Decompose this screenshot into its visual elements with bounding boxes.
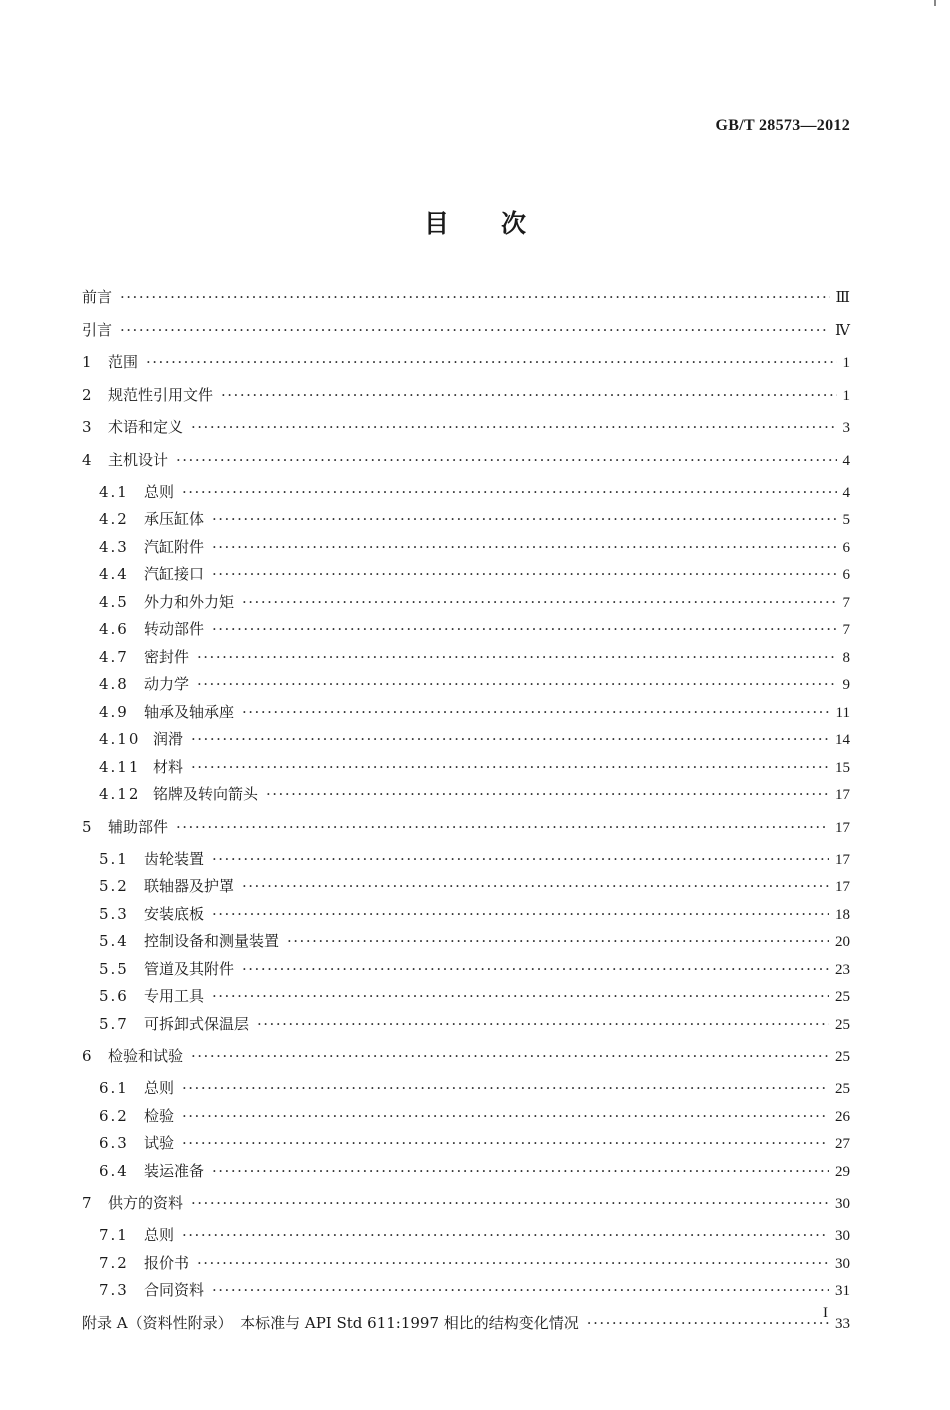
toc-entry-label: 附录 A（资料性附录） 本标准与 API Std 611:1997 相比的结构变化情况 <box>82 1313 579 1332</box>
toc-entry-number: 4.9 <box>99 702 129 721</box>
toc-entry[interactable] <box>82 817 850 838</box>
toc-leader-dots <box>212 1161 829 1181</box>
toc-leader-dots <box>587 1313 829 1333</box>
toc-entry-label: 齿轮装置 <box>144 849 205 868</box>
toc-leader-dots <box>266 784 829 804</box>
toc-entry-label: 主机设计 <box>108 450 169 469</box>
toc-entry-page: 31 <box>835 1283 850 1299</box>
toc-entry[interactable] <box>82 647 850 668</box>
toc-entry[interactable] <box>82 1280 850 1301</box>
toc-leader-dots <box>182 1078 829 1098</box>
toc-entry-page: 7 <box>842 622 850 638</box>
toc-entry-number: 6.4 <box>99 1161 129 1180</box>
toc-entry-label: 控制设备和测量装置 <box>144 932 280 950</box>
toc-leader-dots <box>242 876 829 896</box>
toc-entry-label: 检验 <box>144 1106 175 1125</box>
toc-entry-page: 27 <box>835 1136 850 1152</box>
toc-entry-number: 6.2 <box>99 1106 129 1125</box>
toc-entry-page: 25 <box>835 1049 850 1065</box>
toc-title-char-1: 目 <box>423 209 449 238</box>
toc-entry[interactable] <box>82 729 850 750</box>
toc-entry-page: 25 <box>835 1081 850 1097</box>
toc-entry-page: 17 <box>835 851 850 868</box>
toc-entry-label: 总则 <box>144 482 175 501</box>
toc-entry[interactable] <box>82 352 850 373</box>
toc-leader-dots <box>212 537 836 557</box>
toc-entry-number: 7.3 <box>99 1281 129 1299</box>
toc-entry[interactable] <box>82 849 850 870</box>
toc-leader-dots <box>257 1014 829 1034</box>
toc-entry-number: 4.8 <box>99 675 129 693</box>
toc-entry-label: 术语和定义 <box>108 418 184 436</box>
toc-entry-page: 29 <box>835 1163 850 1180</box>
toc-entry[interactable] <box>82 959 850 980</box>
toc-entry-number: 4.4 <box>99 565 129 583</box>
page-number: I <box>823 1305 828 1321</box>
toc-entry-number: 6.1 <box>99 1079 129 1097</box>
toc-entry-page: 11 <box>835 704 850 721</box>
toc-entry-number: 5.4 <box>99 932 129 950</box>
toc-leader-dots <box>197 647 836 667</box>
toc-entry-page: Ⅲ <box>835 290 850 306</box>
toc-entry-page: 5 <box>842 512 850 528</box>
toc-leader-dots <box>191 729 829 749</box>
toc-leader-dots <box>212 564 836 584</box>
toc-entry-page: 6 <box>842 567 850 583</box>
toc-entry[interactable] <box>82 674 850 695</box>
toc-entry-number: 4.5 <box>99 592 129 611</box>
toc-entry-number: 7.1 <box>99 1226 129 1244</box>
toc-entry-label: 密封件 <box>144 647 190 666</box>
toc-entry-label: 总则 <box>144 1079 175 1097</box>
toc-leader-dots <box>221 385 836 405</box>
toc-leader-dots <box>242 592 836 612</box>
toc-entry-number: 5 <box>82 817 92 836</box>
toc-leader-dots <box>182 1106 829 1126</box>
toc-entry-label: 汽缸附件 <box>144 537 205 556</box>
toc-leader-dots <box>191 417 836 437</box>
toc-entry-number: 4.7 <box>99 647 129 666</box>
toc-entry-label: 试验 <box>144 1134 175 1152</box>
toc-entry[interactable] <box>82 986 850 1007</box>
toc-leader-dots <box>212 1280 829 1300</box>
toc-entry-page: 8 <box>842 649 850 666</box>
toc-entry[interactable] <box>82 287 850 308</box>
toc-leader-dots <box>212 986 829 1006</box>
toc-entry-number: 5.1 <box>99 849 129 868</box>
toc-leader-dots <box>120 320 829 340</box>
toc-entry-page: 17 <box>835 787 850 803</box>
toc-entry[interactable] <box>82 1313 850 1334</box>
toc-entry[interactable] <box>82 876 850 897</box>
toc-entry-page: 26 <box>835 1108 850 1125</box>
toc-entry-label: 外力和外力矩 <box>144 592 235 611</box>
toc-entry-page: 17 <box>835 819 850 836</box>
toc-entry[interactable] <box>82 1078 850 1099</box>
toc-entry-page: 1 <box>842 355 850 371</box>
toc-entry[interactable] <box>82 904 850 925</box>
toc-entry-label: 前言 <box>82 288 113 306</box>
toc-entry[interactable] <box>82 1193 850 1214</box>
toc-entry-label: 联轴器及护罩 <box>144 877 235 895</box>
toc-entry-label: 管道及其附件 <box>144 959 235 978</box>
toc-entry-page: 3 <box>842 420 850 436</box>
toc-entry-page: 30 <box>835 1228 850 1244</box>
toc-entry-label: 材料 <box>153 757 184 776</box>
toc-entry-page: 20 <box>835 934 850 950</box>
toc-entry-label: 承压缸体 <box>144 510 205 528</box>
toc-entry[interactable] <box>82 592 850 613</box>
toc-leader-dots <box>120 287 830 307</box>
toc-entry-page: 15 <box>835 759 850 776</box>
toc-entry-number: 7 <box>82 1194 92 1212</box>
toc-entry-page: 30 <box>835 1196 850 1212</box>
toc-entry[interactable] <box>82 385 850 406</box>
toc-leader-dots <box>242 959 829 979</box>
toc-entry[interactable] <box>82 320 850 341</box>
toc-leader-dots <box>197 1253 829 1273</box>
toc-entry-label: 装运准备 <box>144 1161 205 1180</box>
toc-entry[interactable] <box>82 1046 850 1067</box>
toc-leader-dots <box>191 1193 829 1213</box>
toc-entry-page: 25 <box>835 989 850 1005</box>
toc-leader-dots <box>197 674 836 694</box>
toc-leader-dots <box>191 1046 829 1066</box>
toc-entry-label: 合同资料 <box>144 1281 205 1299</box>
toc-entry-label: 辅助部件 <box>108 817 169 836</box>
toc-entry-label: 铭牌及转向箭头 <box>153 785 259 803</box>
toc-entry[interactable] <box>82 702 850 723</box>
toc-entry-number: 4.12 <box>99 785 141 803</box>
toc-entry-number: 5.5 <box>99 959 129 978</box>
toc-leader-dots <box>182 1133 829 1153</box>
toc-entry-label: 轴承及轴承座 <box>144 702 235 721</box>
toc-entry-number: 5.3 <box>99 904 129 923</box>
toc-entry[interactable] <box>82 931 850 952</box>
toc-entry-number: 2 <box>82 385 92 404</box>
toc-entry-page: 25 <box>835 1016 850 1033</box>
toc-entry-number: 5.6 <box>99 987 129 1005</box>
toc-entry-label: 规范性引用文件 <box>108 385 214 404</box>
toc-entry-label: 汽缸接口 <box>144 565 205 583</box>
toc-entry-number: 1 <box>82 353 92 371</box>
toc-list <box>82 287 850 1334</box>
toc-entry-label: 供方的资料 <box>108 1194 184 1212</box>
toc-entry-number: 4.11 <box>99 757 141 776</box>
toc-entry-number: 5.2 <box>99 877 129 895</box>
toc-entry-label: 引言 <box>82 320 113 339</box>
toc-leader-dots <box>176 450 836 470</box>
scan-edge-mark <box>934 0 936 6</box>
toc-entry-number: 4.1 <box>99 482 129 501</box>
toc-entry-label: 报价书 <box>144 1253 190 1272</box>
toc-title <box>0 204 950 240</box>
toc-entry[interactable] <box>82 1161 850 1182</box>
toc-entry-number: 7.2 <box>99 1253 129 1272</box>
toc-entry[interactable] <box>82 537 850 558</box>
toc-entry-page: 1 <box>842 387 850 404</box>
toc-entry-number: 6 <box>82 1047 92 1065</box>
toc-entry[interactable] <box>82 784 850 805</box>
toc-entry-page: 7 <box>842 594 850 611</box>
toc-entry-page: 6 <box>842 539 850 556</box>
toc-entry-page: 30 <box>835 1255 850 1272</box>
toc-entry-label: 润滑 <box>153 730 184 748</box>
toc-entry-label: 安装底板 <box>144 904 205 923</box>
toc-entry[interactable] <box>82 1133 850 1154</box>
toc-entry-page: 9 <box>842 677 850 693</box>
toc-entry-number: 4.6 <box>99 620 129 638</box>
toc-entry-page: 18 <box>835 906 850 923</box>
toc-entry-label: 检验和试验 <box>108 1047 184 1065</box>
toc-entry-label: 转动部件 <box>144 620 205 638</box>
toc-entry-page: 33 <box>835 1315 850 1332</box>
toc-entry[interactable] <box>82 1253 850 1274</box>
toc-entry-number: 3 <box>82 418 92 436</box>
toc-leader-dots <box>176 817 829 837</box>
toc-entry-label: 可拆卸式保温层 <box>144 1014 250 1033</box>
toc-entry[interactable] <box>82 417 850 438</box>
toc-entry[interactable] <box>82 757 850 778</box>
toc-entry-number: 5.7 <box>99 1014 129 1033</box>
toc-entry-page: 4 <box>842 452 850 469</box>
toc-leader-dots <box>212 619 836 639</box>
toc-entry-number: 6.3 <box>99 1134 129 1152</box>
toc-entry-label: 范围 <box>108 353 139 371</box>
toc-leader-dots <box>212 904 829 924</box>
toc-leader-dots <box>146 352 836 372</box>
toc-leader-dots <box>287 931 829 951</box>
toc-entry[interactable] <box>82 1225 850 1246</box>
toc-entry-label: 动力学 <box>144 675 190 693</box>
toc-entry-page: 14 <box>835 732 850 748</box>
toc-leader-dots <box>182 1225 829 1245</box>
toc-entry[interactable] <box>82 1106 850 1127</box>
toc-entry[interactable] <box>82 619 850 640</box>
toc-entry-page: Ⅳ <box>835 322 850 339</box>
standard-code: GB/T 28573—2012 <box>715 117 850 134</box>
toc-entry-page: 4 <box>842 484 850 501</box>
toc-leader-dots <box>242 702 830 722</box>
toc-leader-dots <box>212 849 829 869</box>
toc-entry[interactable] <box>82 1014 850 1035</box>
toc-entry[interactable] <box>82 482 850 503</box>
toc-leader-dots <box>182 482 836 502</box>
toc-entry-page: 23 <box>835 961 850 978</box>
toc-entry[interactable] <box>82 450 850 471</box>
toc-entry-number: 4 <box>82 450 92 469</box>
toc-entry-label: 总则 <box>144 1226 175 1244</box>
toc-entry-number: 4.2 <box>99 510 129 528</box>
toc-leader-dots <box>212 509 836 529</box>
toc-entry-number: 4.10 <box>99 730 141 748</box>
toc-entry-number: 4.3 <box>99 537 129 556</box>
toc-entry-page: 17 <box>835 879 850 895</box>
toc-entry-label: 专用工具 <box>144 987 205 1005</box>
toc-entry[interactable] <box>82 509 850 530</box>
toc-title-char-2: 次 <box>501 209 527 238</box>
toc-entry[interactable] <box>82 564 850 585</box>
toc-leader-dots <box>191 757 829 777</box>
